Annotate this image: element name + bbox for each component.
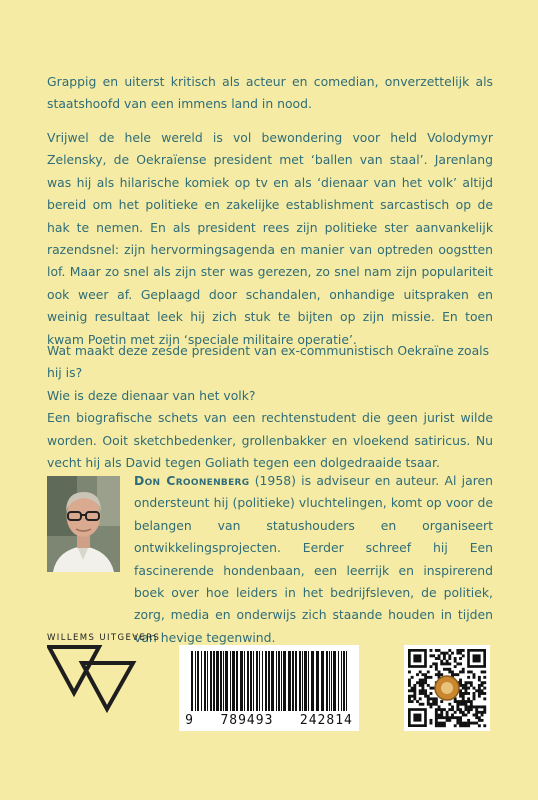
author-photo — [47, 476, 120, 572]
author-name: Don Croonenberg — [134, 473, 250, 488]
blurb-main: Vrijwel de hele wereld is vol bewondering voor held Volodymyr Zelensky, de Oekraïense president met ‘ballen van staal’. Jarenlang was hij als hilarische komiek op tv en als ‘dienaar van het volk’ altijd bereid om het politieke en zakelijke establishment sarcastisch op de hak te nemen. En als president rees zijn politieke ster aanvankelijk razendsnel: zijn hervormingsagenda en manier van optreden oogstten lof. Maar zo snel als zijn ster was gerezen, zo snel nam zijn populariteit ook weer af. Geplaagd door schandalen, onhandige uitspraken en weinig resultaat leek hij zich stuk te bijten op zijn missie. En toen kwam Poetin met zijn ‘speciale militaire operatie’. — [47, 130, 493, 347]
author-bio-text: (1958) is adviseur en auteur. Al jaren ondersteunt hij (politieke) vluchtelingen, komt op voor de belangen van statushouders en organiseert ontwikkelingsprojecten. Eerder schreef hij Een fascinerende hondenbaan, een leerrijk en inspirerend boek over hoe leiders in het bedrijfsleven, de politiek, zorg, media en onderwijs zich staande houden in tijden van hevige tegenwind. — [134, 473, 493, 645]
question-2: Wie is deze dienaar van het volk? — [47, 387, 256, 403]
closing-text: Een biografische schets van een rechtenstudent die geen jurist wilde worden. Ooit sketchbedenker, grollenbakker en vloekend satiricus. Nu vecht hij als David tegen Goliath tegen een dolgedraaide tsaar. — [47, 410, 493, 471]
author-bio — [134, 470, 493, 649]
isbn-barcode — [179, 645, 359, 731]
isbn-digits: 9 789493 242814 — [185, 713, 353, 728]
publisher-name: WILLEMS UITGEVERS — [47, 633, 161, 643]
blurb-intro: Grappig en uiterst kritisch als acteur en comedian, onverzettelijk als staatshoofd van een immens land in nood. — [47, 74, 493, 112]
barcode-bars-icon — [179, 645, 359, 715]
qr-code-icon — [404, 645, 490, 731]
qr-code — [404, 645, 490, 731]
question-1: Wat maakt deze zesde president van ex-communistisch Oekraïne zoals hij is? — [47, 343, 490, 381]
blurb-questions — [47, 340, 493, 474]
publisher-logo-icon — [47, 645, 137, 713]
author-portrait-icon — [47, 476, 120, 572]
publisher-logo — [47, 645, 137, 717]
